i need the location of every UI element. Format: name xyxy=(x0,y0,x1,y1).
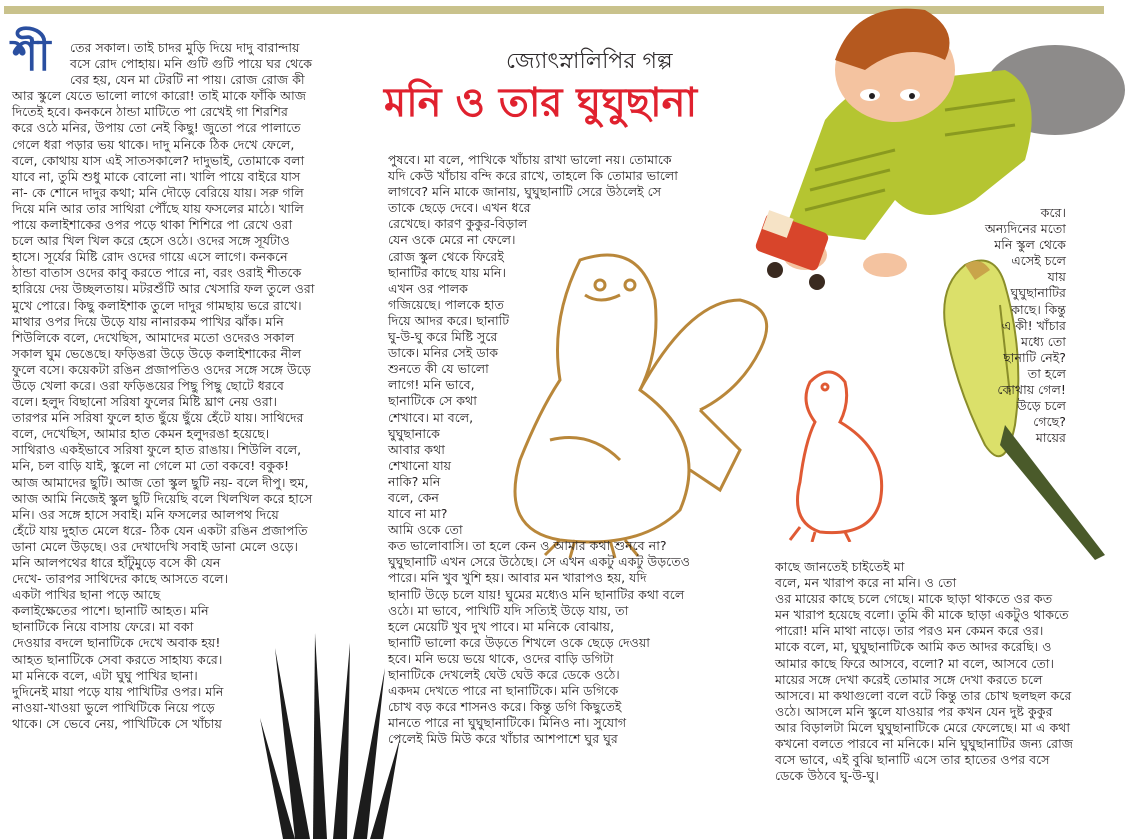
text-line: উড়ে খেলা করে। ওরা ফড়িঙয়ের পিছু পিছু ছোটে ধরবে xyxy=(12,377,284,393)
text-line: মাকে বলে, মা, ঘুঘুছানাটিকে আমি কত আদর করেছি। ও xyxy=(775,639,1052,655)
text-line: রেখেছে। কারণ কুকুর-বিড়াল xyxy=(388,216,528,232)
text-line: উড়ে চলে xyxy=(1016,398,1066,414)
text-line: সাথিরাও একইভাবে সরিষা ফুলে হাত রাঙায়। শিউলি বলে, xyxy=(12,442,302,458)
text-line: ঘুঘুছানাটি এখন সেরে উঠেছে। সে এখন একটু একটু উড়তেও xyxy=(388,554,690,570)
text-line: ছানাটির কাছে যায় মনি। xyxy=(388,264,506,280)
text-line: ফুলে বসে। কয়েকটা রঙিন প্রজাপতিও ওদের সঙ্গে সঙ্গে উড়ে xyxy=(12,361,311,377)
text-line: ছানাটি ভালো করে উড়তে শিখলে ওকে ছেড়ে দেওয়া xyxy=(388,634,650,650)
text-line: ঘুঘুছানাটির xyxy=(1010,285,1066,301)
text-line: ঘু-উ-ঘু করে মিষ্টি সুরে xyxy=(388,329,498,345)
pigeon-illustration xyxy=(780,362,910,542)
text-line: ওঠে। মা ভাবে, পাখিটি যদি সত্যিই উড়ে যায়, তা xyxy=(388,602,629,618)
text-line: হারিয়ে দেয় উচ্ছলতায়। মটরশুঁটি আর খেসারি ফল তুলে ওরা xyxy=(12,281,315,297)
text-line: যাবে না মা? xyxy=(388,506,448,522)
text-line: করে। xyxy=(1040,205,1066,220)
text-line: একদম দেখতে পারে না ছানাটিকে। মনি ডগিকে xyxy=(388,683,619,699)
text-line: মনি স্কুল থেকে xyxy=(994,237,1066,253)
text-line: তের সকাল। তাই চাদর মুড়ি দিয়ে দাদু বারান্দায় xyxy=(70,40,300,55)
text-line: আর স্কুলে যেতে ভালো লাগে কারো! তাই মাকে ফাঁকি আজ xyxy=(12,88,307,104)
text-line: হাসে। সূর্যের মিষ্টি রোদ ওদের গায়ে এসে লাগে। কনকনে xyxy=(12,249,288,265)
text-line: গজিয়েছে। পালকে হাত xyxy=(388,296,504,312)
text-line: পেলেই মিউ মিউ করে খাঁচার আশপাশে ঘুর ঘুর xyxy=(388,731,618,747)
text-line: কোথায় গেল! xyxy=(997,382,1066,398)
text-line: হেঁটে যায় দুহাত মেলে ধরে- ঠিক যেন একটা রঙিন প্রজাপতি xyxy=(12,522,308,538)
text-line: পারো! মনি মাথা নাড়ে। তার পরও মন কেমন করে ওর। xyxy=(775,623,1044,639)
text-line: দেওয়ার বদলে ছানাটিকে দেখে অবাক হয়! xyxy=(12,635,221,651)
text-line: বসে রোদ পোহায়। মনি গুটি গুটি পায়ে ঘর থেকে xyxy=(70,56,313,72)
text-line: আহত ছানাটিকে সেবা করতে সাহায্য করে। xyxy=(12,651,223,667)
text-line: আবার কথা xyxy=(388,441,445,457)
text-line: দেখে- তারপর সাথিদের কাছে আসতে বলে। xyxy=(12,571,229,587)
text-line: মনি আলপথের ধারে হাঁটুমুড়ে বসে কী যেন xyxy=(12,555,221,570)
text-line: ডেকে উঠবে ঘু-উ-ঘু। xyxy=(775,768,879,784)
text-line: ডানা মেলে উড়ছে। ওর দেখাদেখি সবাই ডানা মেলে ওড়ে। xyxy=(12,538,299,554)
text-line: শুনতে কী যে ভালো xyxy=(388,361,489,377)
text-line: ছানাটিকে দেখলেই ঘেউ ঘেউ করে ডেকে ওঠে। xyxy=(388,667,620,682)
text-line: কলাইক্ষেতের পাশে। ছানাটি আহত। মনি xyxy=(12,603,209,619)
text-line: ছানাটিকে নিয়ে বাসায় ফেরে। মা বকা xyxy=(12,619,194,635)
text-line: বলে, কোথায় যাস এই সাতসকালে? দাদুভাই, তোমাকে বলা xyxy=(12,152,305,168)
text-line: ঘুঘুছানাকে xyxy=(388,425,440,441)
text-line: বলে, দেখেছিস, আমার হাত কেমন হলুদরঙা হয়েছে। xyxy=(12,426,270,442)
text-line: মায়ের সঙ্গে দেখা করেই তোমার সঙ্গে দেখা করতে চলে xyxy=(775,671,1043,687)
text-line: মুখে পোরে। কিছু কলাইশাক তুলে দাদুর গামছায় ভরে রাখে। xyxy=(12,297,302,313)
text-line: তারপর মনি সরিষা ফুলে হাত ছুঁয়ে ছুঁয়ে হেঁটে যায়। সাথিদের xyxy=(12,410,304,426)
text-line: পুষবে। মা বলে, পাখিকে খাঁচায় রাখা ভালো নয়। তোমাকে xyxy=(388,152,672,167)
text-line: আমি ওকে তো xyxy=(388,522,463,538)
text-line: পায়ে কলাইশাকের ওপর পড়ে থাকা শিশিরে পা রেখে ওরা xyxy=(12,217,293,233)
text-line: থাকে। সে ভেবে নেয়, পাখিটিকে সে খাঁচায় xyxy=(12,715,222,731)
text-line: নাওয়া-খাওয়া ভুলে পাখিটিকে নিয়ে পড়ে xyxy=(12,699,215,715)
text-line: কাছে জানতেই চাইতেই মা xyxy=(775,559,905,574)
text-line: এখন ওর পালক xyxy=(388,280,468,296)
text-line: মন খারাপ হয়েছে বলো। তুমি কী মাকে ছাড়া একটুও থাকতে xyxy=(775,607,1069,623)
text-line: একটা পাখির ছানা পড়ে আছে xyxy=(12,587,161,603)
text-line: পারে। মনি খুব খুশি হয়। আবার মন খারাপও হয়, যদি xyxy=(388,570,647,586)
text-line: লাগে! মনি ভাবে, xyxy=(388,377,475,393)
text-line: বলে, মন খারাপ করে না মনি। ও তো xyxy=(775,575,957,591)
text-line: দুদিনেই মায়া পড়ে যায় পাখিটির ওপর। মনি xyxy=(12,683,224,699)
text-line: দিয়ে আদর করে। ছানাটি xyxy=(388,312,510,328)
text-line: আমার কাছে ফিরে আসবে, বলো? মা বলে, আসবে তো। xyxy=(775,655,1055,671)
text-line: করে ওঠে মনির, উপায় তো নেই কিছু! জুতো পরে পালাতে xyxy=(12,120,301,136)
text-line: ছানাটিকে সে কথা xyxy=(388,393,477,409)
text-line: ছানাটি নেই? xyxy=(1003,349,1066,365)
text-line: ছানাটি উড়ে চলে যায়! ঘুমের মধ্যেও মনি ছানাটির কথা বলে xyxy=(388,586,685,602)
text-line: অন্যদিনের মতো xyxy=(985,221,1066,237)
text-line: ঠান্ডা বাতাস ওদের কাবু করতে পারে না, বরং ওরাই শীতকে xyxy=(12,265,302,281)
text-line: লাগবে? মনি মাকে জানায়, ঘুঘুছানাটি সেরে উঠলেই সে xyxy=(388,184,662,200)
text-line: শেখাবে। মা বলে, xyxy=(388,409,474,425)
text-line: আজ আমি নিজেই স্কুল ছুটি দিয়েছি বলে খিলখিল করে হাসে xyxy=(12,490,313,506)
text-line: যেন ওকে মেরে না ফেলে। xyxy=(388,232,516,248)
column-1 xyxy=(12,40,374,732)
text-line: চোখ বড় করে শাসনও করে। কিন্তু ডগি কিছুতেই xyxy=(388,699,622,715)
text-line: নাকি? মনি xyxy=(388,473,441,489)
text-line: কাছে। কিন্তু xyxy=(1011,301,1066,317)
text-line: গেলে ধরা পড়ার ভয় থাকে। দাদু মনিকে ঠিক দেখে ফেলে, xyxy=(12,136,295,152)
text-line: শিউলিকে বলে, দেখেছিস, আমাদের মতো ওদেরও সকাল xyxy=(12,329,295,345)
text-line: মনি। ওর সঙ্গে হাসে সবাই। মনি ফসলের আলপথ দিয়ে xyxy=(12,506,279,522)
text-line: এসেই চলে xyxy=(1011,253,1066,269)
text-line: ওর মায়ের কাছে চলে গেছে। মাকে ছাড়া থাকতে ওর কত xyxy=(775,591,1053,607)
text-line: চলে আর খিল খিল করে হেসে ওঠে। ওদের সঙ্গে সূর্যটাও xyxy=(12,233,290,249)
column-2 xyxy=(388,152,690,747)
text-line: কখনো বলতে পারবে না মনিকে। মনি ঘুঘুছানাটির জন্য রোজ xyxy=(775,736,1073,752)
text-line: সকাল ঘুম ভেঙেছে। ফড়িঙরা উড়ে উড়ে কলাইশাকের নীল xyxy=(12,345,302,361)
text-line: বলে, কেন xyxy=(388,489,439,505)
text-line: বের হয়, যেন মা টেরটি না পায়। রোজ রোজ কী xyxy=(70,72,305,88)
text-line: গেছে? xyxy=(1033,414,1066,430)
text-line: হলে মেয়েটি খুব দুখ পাবে। মা মনিকে বোঝায়, xyxy=(388,618,615,634)
text-line: রোজ স্কুল থেকে ফিরেই xyxy=(388,248,504,264)
text-line: আর বিড়ালটা মিলে ঘুঘুছানাটিকে মেরে ফেলেছে। মা এ কথা xyxy=(775,719,1071,735)
text-line: মানতে পারে না ঘুঘুছানাটিকে। মিনিও না। সুযোগ xyxy=(388,715,627,731)
text-line: মনি, চল বাড়ি যাই, স্কুলে না গেলে মা তো বকবে! বকুক! xyxy=(12,458,290,474)
text-line: বলে। হলুদ বিছানো সরিষা ফুলের মিষ্টি ঘ্রাণ নেয় ওরা। xyxy=(12,394,277,410)
text-line: শেখানো যায় xyxy=(388,457,452,473)
text-line: দিয়ে মনি আর তার সাথিরা পৌঁছে যায় ফসলের মাঠে। খালি xyxy=(12,200,304,216)
story-title: মনি ও তার ঘুঘুছানা xyxy=(384,79,698,126)
text-line: মধ্যে তো xyxy=(1020,333,1066,349)
text-line: ডাকে। মনির সেই ডাক xyxy=(388,345,499,361)
text-line: বসে ভাবে, এই বুঝি ছানাটি এসে তার হাতের ওপর বসে xyxy=(775,752,1050,768)
text-line: এ কী! খাঁচার xyxy=(1001,317,1066,333)
text-line: দিতেই হবে। কনকনে ঠান্ডা মাটিতে পা রেখেই গা শিরশির xyxy=(12,104,288,120)
drop-cap: শী xyxy=(12,30,51,81)
text-line: আজ আমাদের ছুটি। আজ তো স্কুল ছুটি নয়- বলে দীপু। হুম, xyxy=(12,474,309,490)
text-line: মাথার ওপর দিয়ে উড়ে যায় নানারকম পাখির ঝাঁক। মনি xyxy=(12,313,284,329)
text-line: মা মনিকে বলে, এটা ঘুঘু পাখির ছানা। xyxy=(12,667,198,683)
text-line: যাবে না, তুমি শুধু মাকে বোলো না। খালি পায়ে বাইরে যাস xyxy=(12,168,301,184)
text-line: মায়ের xyxy=(1035,430,1066,446)
column-3 xyxy=(775,559,1073,784)
text-line: তা হলে xyxy=(1027,365,1066,381)
text-line: যায় xyxy=(1047,269,1066,285)
text-line: না- কে শোনে দাদুর কথা; মনি দৌড়ে বেরিয়ে যায়। সরু গলি xyxy=(12,184,304,200)
story-kicker: জ্যোৎস্নালিপির গল্প xyxy=(506,49,673,74)
text-line: আসবে। মা কথাগুলো বলে বটে কিন্তু তার চোখ ছলছল করে xyxy=(775,687,1072,703)
text-line: ওঠে। আসলে মনি স্কুলে যাওয়ার পর কখন যেন দুষ্ট কুকুর xyxy=(775,703,1053,719)
text-line: যদি কেউ খাঁচায় বন্দি করে রাখে, তাহলে কি তোমার ভালো xyxy=(388,168,678,184)
text-line: কত ভালোবাসি। তা হলে কেন ও আমার কথা শুনবে না? xyxy=(388,538,667,554)
text-line: তাকে ছেড়ে দেবে। এখন ধরে xyxy=(388,200,531,216)
column-4 xyxy=(985,205,1066,446)
text-line: হবে। মনি ভয়ে ভয়ে থাকে, ওদের বাড়ি ডগিটা xyxy=(388,650,614,666)
